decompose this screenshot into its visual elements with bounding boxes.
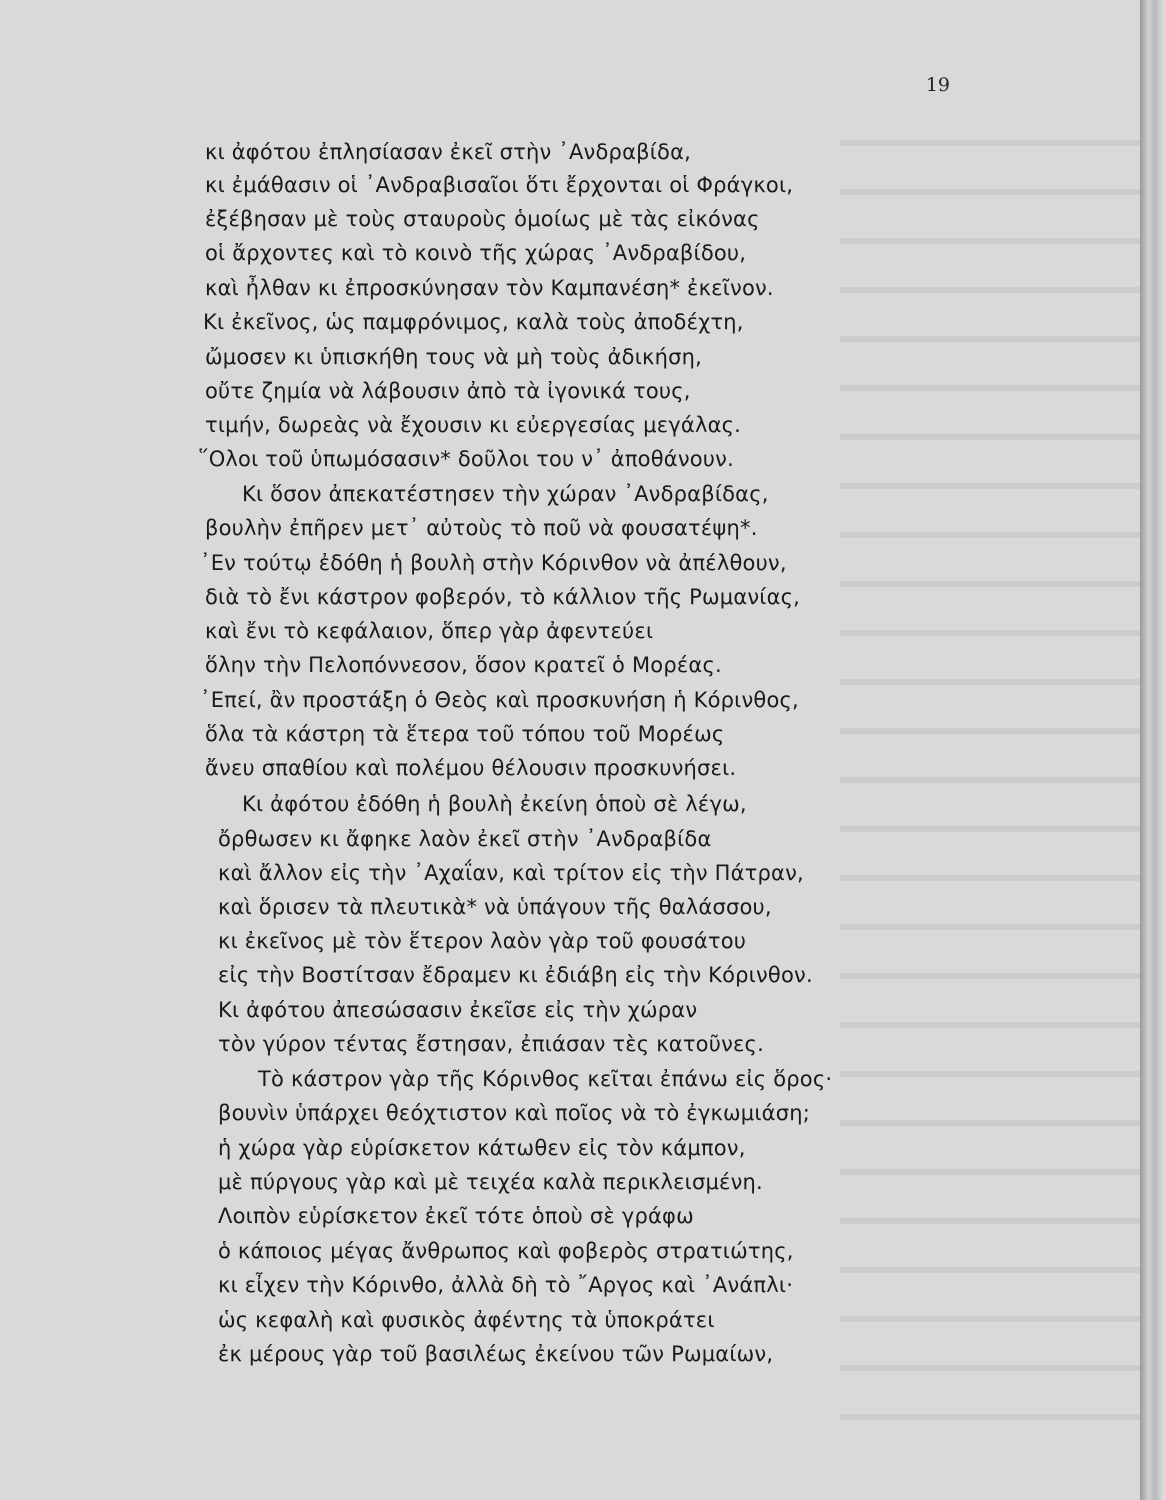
verse-line: ὅλα τὰ κάστρη τὰ ἕτερα τοῦ τόπου τοῦ Μορέως [205, 722, 725, 746]
verse-line: μὲ πύργους γὰρ καὶ μὲ τειχέα καλὰ περικλεισμένη. [218, 1170, 763, 1194]
verse-line: καὶ ἄλλον εἰς τὴν ᾿Αχαΐαν, καὶ τρίτον εἰς τὴν Πάτραν, [218, 861, 804, 885]
verse-line: καὶ ἔνι τὸ κεφάλαιον, ὅπερ γὰρ ἀφεντεύει [205, 619, 654, 643]
page-edge [1140, 0, 1165, 1500]
page-number: 19 [925, 74, 950, 96]
verse-line: Κι ἐκεῖνος, ὡς παμφρόνιμος, καλὰ τοὺς ἀποδέχτη, [203, 310, 744, 334]
show-through-shadow [840, 120, 1140, 1420]
verse-line: ἡ χώρα γὰρ εὑρίσκετον κάτωθεν εἰς τὸν κάμπον, [218, 1136, 746, 1160]
verse-line: οἱ ἄρχοντες καὶ τὸ κοινὸ τῆς χώρας ᾿Ανδραβίδου, [205, 241, 747, 265]
verse-line: διὰ τὸ ἔνι κάστρον φοβερόν, τὸ κάλλιον τῆς Ρωμανίας, [205, 585, 801, 609]
verse-line: βουλὴν ἐπῆρεν μετ᾿ αὐτοὺς τὸ ποῦ νὰ φουσατέψη*. [205, 516, 758, 540]
verse-line: οὔτε ζημία νὰ λάβουσιν ἀπὸ τὰ ἰγονικά τους, [205, 379, 691, 403]
verse-line: κι ἐκεῖνος μὲ τὸν ἕτερον λαὸν γὰρ τοῦ φουσάτου [218, 929, 747, 953]
verse-line: ἐκ μέρους γὰρ τοῦ βασιλέως ἐκείνου τῶν Ρωμαίων, [218, 1342, 774, 1366]
verse-line: Κι ὅσον ἀπεκατέστησεν τὴν χώραν ᾿Ανδραβίδας, [242, 482, 769, 506]
verse-line: ὅλην τὴν Πελοπόννεσον, ὅσον κρατεῖ ὁ Μορέας. [205, 653, 722, 677]
verse-line: Κι ἀφότου ἐδόθη ἡ βουλὴ ἐκείνη ὁποὺ σὲ λέγω, [242, 792, 747, 816]
verse-line: τιμήν, δωρεὰς νὰ ἔχουσιν κι εὐεργεσίας μεγάλας. [205, 413, 742, 437]
verse-line: τὸν γύρον τέντας ἔστησαν, ἐπιάσαν τὲς κατοῦνες. [218, 1032, 764, 1056]
verse-line: καὶ ὅρισεν τὰ πλευτικὰ* νὰ ὑπάγουν τῆς θαλάσσου, [218, 895, 772, 919]
verse-line: κι εἶχεν τὴν Κόρινθο, ἀλλὰ δὴ τὸ ῎Αργος καὶ ᾿Ανάπλι· [218, 1273, 794, 1297]
verse-line: βουνὶν ὑπάρχει θεόχτιστον καὶ ποῖος νὰ τὸ ἐγκωμιάση; [218, 1101, 811, 1125]
verse-line: εἰς τὴν Βοστίτσαν ἔδραμεν κι ἐδιάβη εἰς τὴν Κόρινθον. [218, 963, 813, 987]
verse-line: καὶ ἦλθαν κι ἐπροσκύνησαν τὸν Καμπανέση* ἐκεῖνον. [205, 276, 774, 300]
verse-line: ἄνευ σπαθίου καὶ πολέμου θέλουσιν προσκυνήσει. [205, 756, 737, 780]
verse-line: ἐξέβησαν μὲ τοὺς σταυροὺς ὁμοίως μὲ τὰς εἰκόνας [205, 207, 760, 231]
verse-line: κι ἐμάθασιν οἱ ᾿Ανδραβισαῖοι ὅτι ἔρχονται οἱ Φράγκοι, [205, 173, 794, 197]
verse-line: κι ἀφότου ἐπλησίασαν ἐκεῖ στὴν ᾿Ανδραβίδα, [205, 140, 691, 164]
verse-line: Κι ἀφότου ἀπεσώσασιν ἐκεῖσε εἰς τὴν χώραν [218, 998, 698, 1022]
verse-line: ᾿Επεί, ἂν προστάξη ὁ Θεὸς καὶ προσκυνήση ἡ Κόρινθος, [200, 688, 799, 712]
verse-line: ὡς κεφαλὴ καὶ φυσικὸς ἀφέντης τὰ ὑποκράτει [218, 1308, 715, 1332]
verse-line: ᾿Εν τούτῳ ἐδόθη ἡ βουλὴ στὴν Κόρινθον νὰ ἀπέλθουν, [200, 551, 787, 575]
verse-line: Λοιπὸν εὑρίσκετον ἐκεῖ τότε ὁποὺ σὲ γράφω [218, 1204, 694, 1228]
verse-line: ὄρθωσεν κι ἄφηκε λαὸν ἐκεῖ στὴν ᾿Ανδραβίδα [218, 827, 712, 851]
verse-line: ὁ κάποιος μέγας ἄνθρωπος καὶ φοβερὸς στρατιώτης, [218, 1239, 794, 1263]
verse-line: ὤμοσεν κι ὑπισκήθη τους νὰ μὴ τοὺς ἀδικήση, [205, 345, 703, 369]
verse-line: ῞Ολοι τοῦ ὑπωμόσασιν* δοῦλοι του ν᾿ ἀποθάνουν. [198, 447, 734, 471]
verse-line: Τὸ κάστρον γὰρ τῆς Κόρινθος κεῖται ἐπάνω εἰς ὅρος· [258, 1067, 833, 1091]
